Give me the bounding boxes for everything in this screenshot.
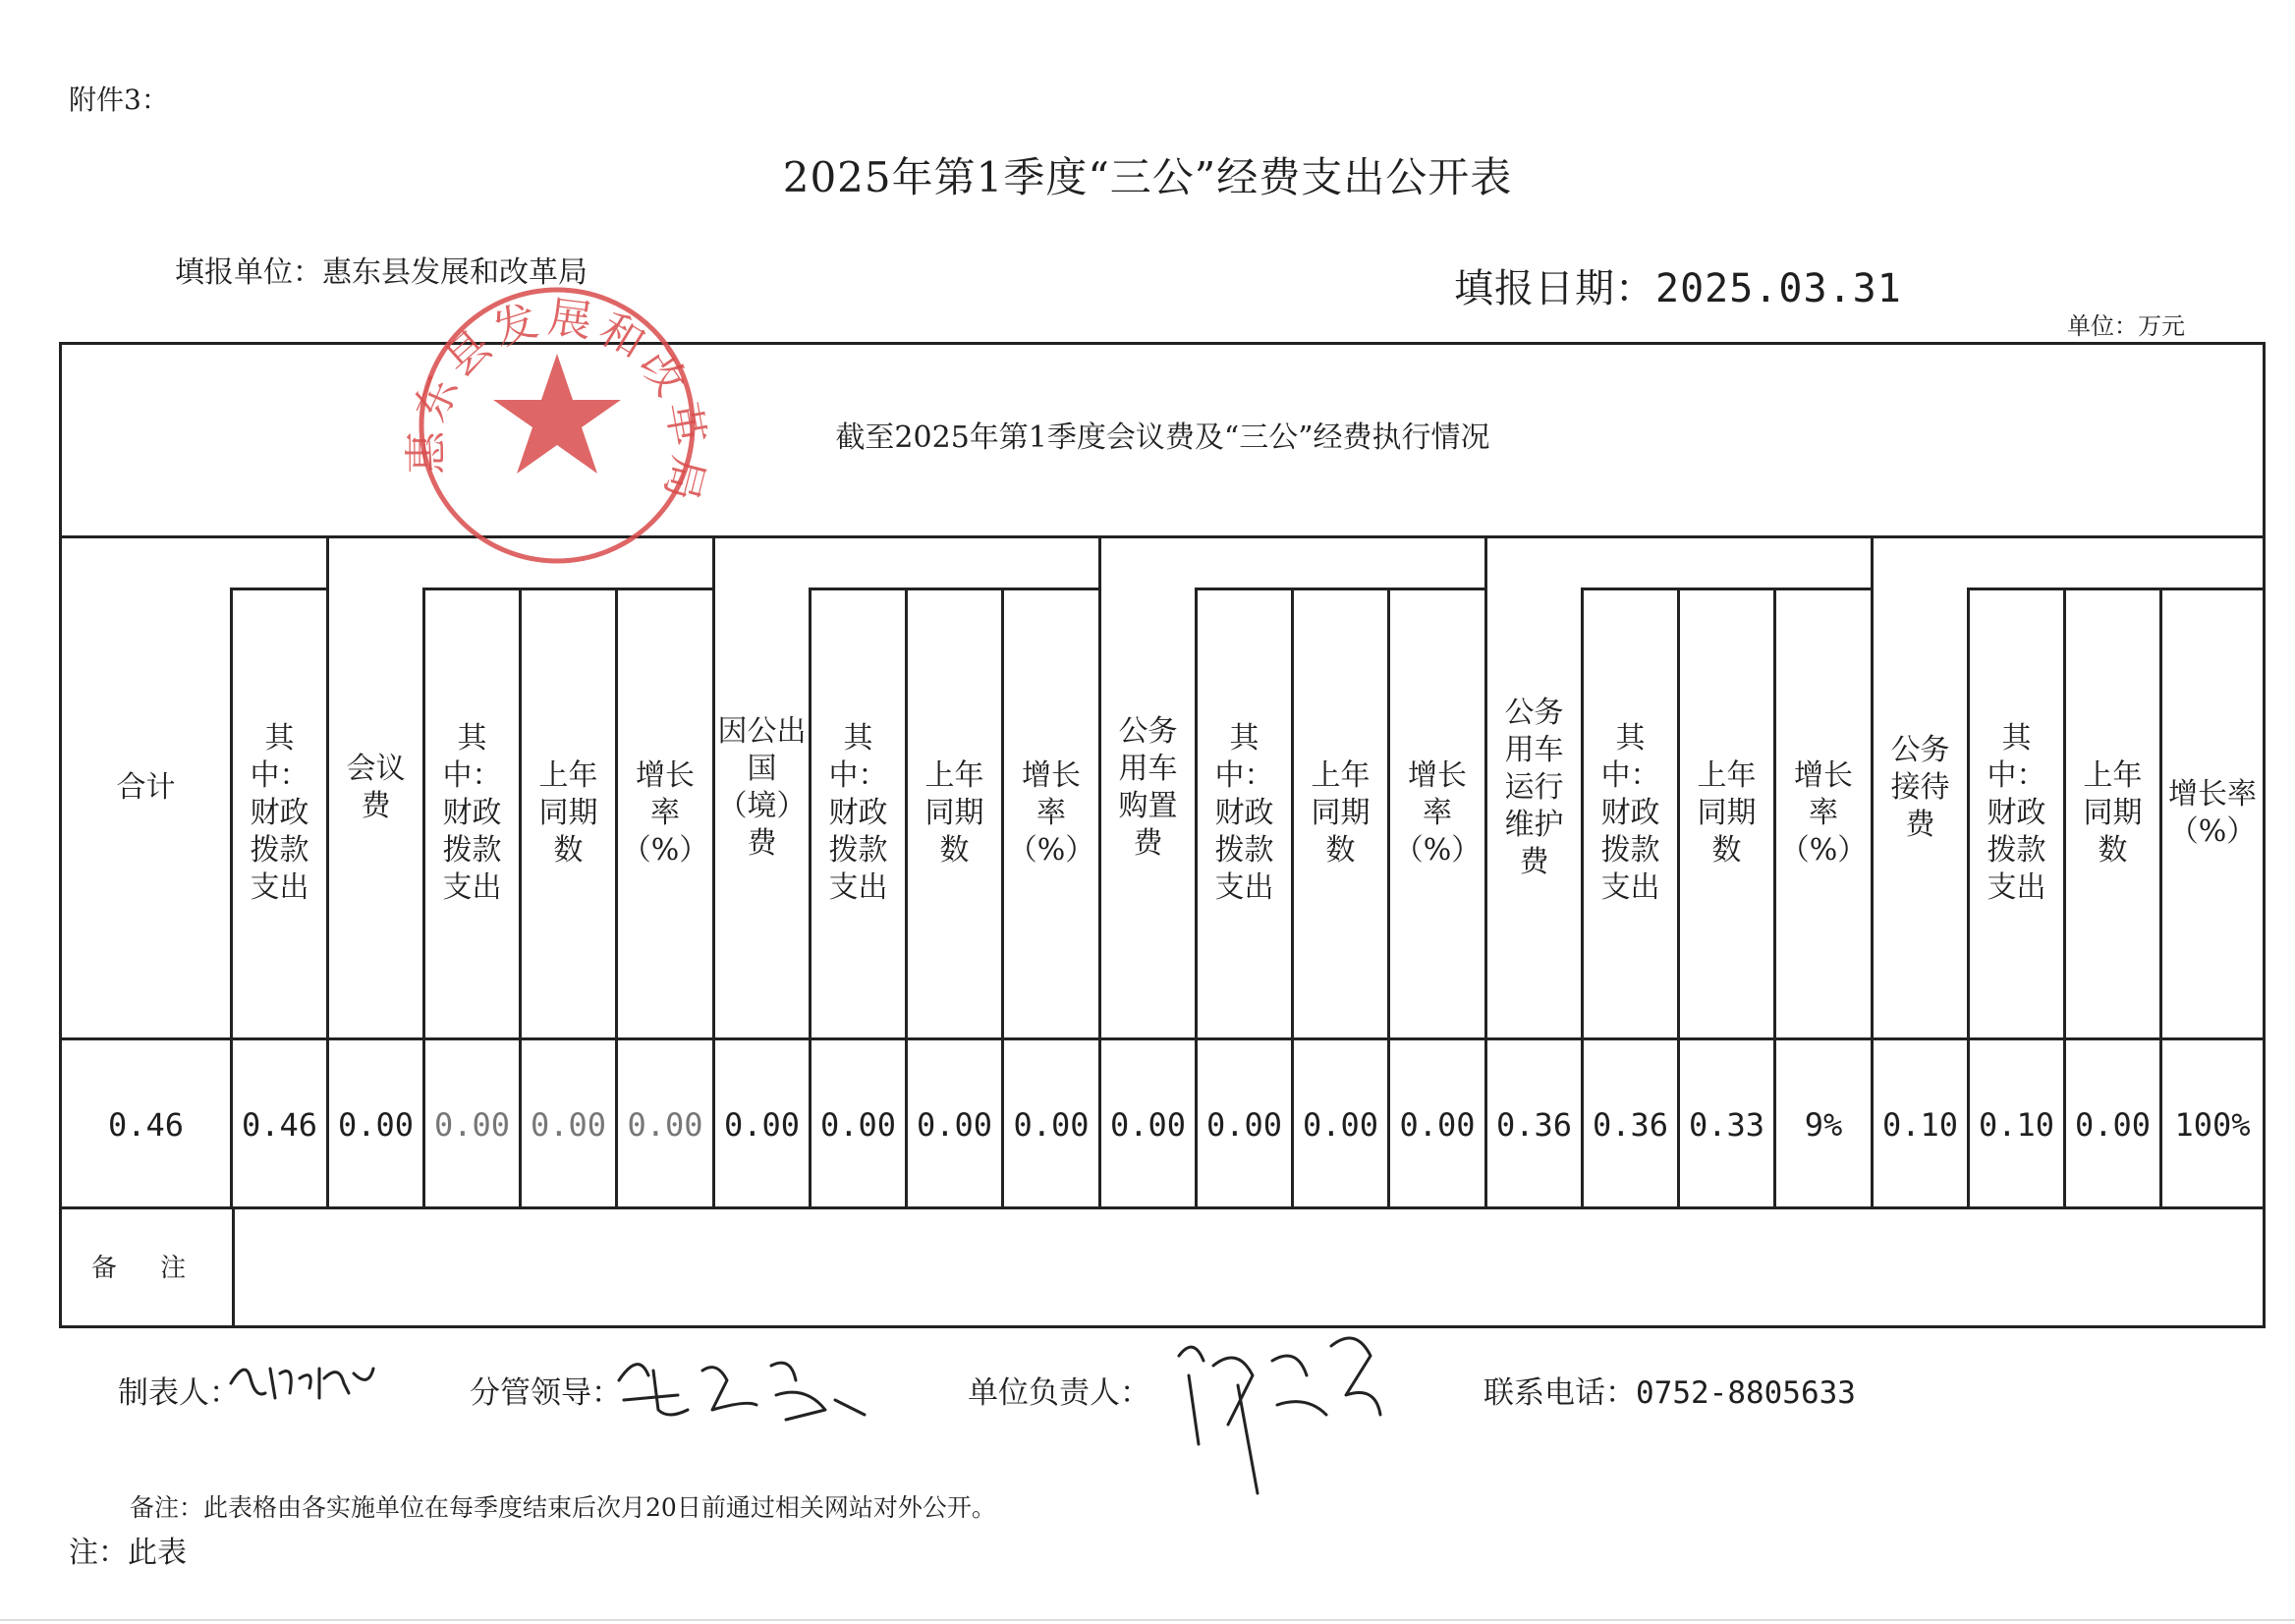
column-header: 增长率（%） xyxy=(621,758,709,868)
value-cell: 0.36 xyxy=(1592,1106,1669,1144)
column-header: 公务接待费 xyxy=(1890,733,1950,842)
column-header: 其中：财政拨款支出 xyxy=(442,721,502,905)
column-header: 其中：财政拨款支出 xyxy=(1987,721,2046,905)
reporting-date xyxy=(1454,257,1902,313)
remark-note: 备注：此表格由各实施单位在每季度结束后次月20日前通过相关网站对外公开。 xyxy=(130,1493,996,1522)
column-header: 上年同期数 xyxy=(538,758,598,868)
column-header: 合计 xyxy=(116,770,176,805)
value-cell: 0.00 xyxy=(1205,1106,1283,1144)
preparer-label: 制表人： xyxy=(118,1375,240,1411)
reporting-unit-label: 填报单位： xyxy=(175,255,322,290)
column-header: 增长率（%） xyxy=(1779,758,1868,868)
responsible-label: 单位负责人： xyxy=(968,1375,1150,1411)
value-cell: 0.00 xyxy=(723,1106,801,1144)
supervisor-signature xyxy=(609,1341,874,1429)
column-header: 因公出国（境）费 xyxy=(717,714,807,861)
value-cell: 0.00 xyxy=(2074,1106,2152,1144)
value-cell: 0.00 xyxy=(530,1106,607,1144)
remark-label: 备 注 xyxy=(90,1254,204,1283)
preparer-signature xyxy=(226,1354,383,1413)
value-cell: 0.00 xyxy=(819,1106,897,1144)
attachment-label: 附件3： xyxy=(69,84,169,116)
preparer xyxy=(118,1368,240,1412)
value-cell: 0.33 xyxy=(1688,1106,1765,1144)
value-cell: 0.46 xyxy=(241,1106,318,1144)
value-cell: 0.00 xyxy=(1109,1106,1187,1144)
responsible-signature xyxy=(1159,1316,1395,1513)
phone-value: 0752-8805633 xyxy=(1636,1375,1856,1411)
reporting-date-label: 填报日期： xyxy=(1454,266,1655,311)
column-header: 其中：财政拨款支出 xyxy=(250,721,309,905)
column-header: 公务用车购置费 xyxy=(1118,714,1178,861)
column-header: 上年同期数 xyxy=(1697,758,1757,868)
official-seal xyxy=(398,280,717,565)
column-header: 上年同期数 xyxy=(924,758,984,868)
column-header: 其中：财政拨款支出 xyxy=(1214,721,1274,905)
column-header: 其中：财政拨款支出 xyxy=(828,721,888,905)
column-header: 增长率（%） xyxy=(1393,758,1482,868)
supervisor xyxy=(470,1368,622,1412)
column-header: 会议费 xyxy=(346,752,406,823)
table-band-title: 截至2025年第1季度会议费及“三公”经费执行情况 xyxy=(835,420,1490,455)
value-cell: 0.10 xyxy=(1881,1106,1959,1144)
contact-phone xyxy=(1483,1368,1856,1412)
value-cell: 0.36 xyxy=(1495,1106,1573,1144)
supervisor-label: 分管领导： xyxy=(470,1375,622,1411)
value-cell: 0.00 xyxy=(1013,1106,1090,1144)
page-title: 2025年第1季度“三公”经费支出公开表 xyxy=(782,153,1513,201)
column-header: 公务用车运行维护费 xyxy=(1504,696,1564,879)
value-cell: 0.00 xyxy=(433,1106,511,1144)
column-header: 上年同期数 xyxy=(1311,758,1371,868)
secondary-note: 注：此表 xyxy=(69,1536,187,1570)
value-cell: 0.00 xyxy=(337,1106,415,1144)
column-header: 增长率（%） xyxy=(1007,758,1095,868)
column-header: 上年同期数 xyxy=(2083,758,2143,868)
value-cell: 0.46 xyxy=(107,1106,185,1144)
column-header: 其中：财政拨款支出 xyxy=(1600,721,1660,905)
value-cell: 0.10 xyxy=(1978,1106,2055,1144)
page-bottom-rule xyxy=(0,1619,2295,1621)
value-cell: 0.00 xyxy=(1302,1106,1379,1144)
phone-label: 联系电话： xyxy=(1483,1375,1636,1411)
value-cell: 0.00 xyxy=(1399,1106,1476,1144)
column-header: 增长率（%） xyxy=(2168,777,2257,849)
value-cell: 9% xyxy=(1804,1106,1843,1144)
value-cell: 0.00 xyxy=(916,1106,993,1144)
reporting-date-value: 2025.03.31 xyxy=(1655,266,1902,311)
value-cell: 0.00 xyxy=(627,1106,703,1144)
value-cell: 100% xyxy=(2174,1106,2251,1144)
money-unit: 单位：万元 xyxy=(2067,312,2185,340)
reporting-unit-value: 惠东县发展和改革局 xyxy=(322,255,588,290)
responsible xyxy=(968,1368,1150,1412)
seal-text: 惠东县发展和改革局 xyxy=(401,292,714,512)
